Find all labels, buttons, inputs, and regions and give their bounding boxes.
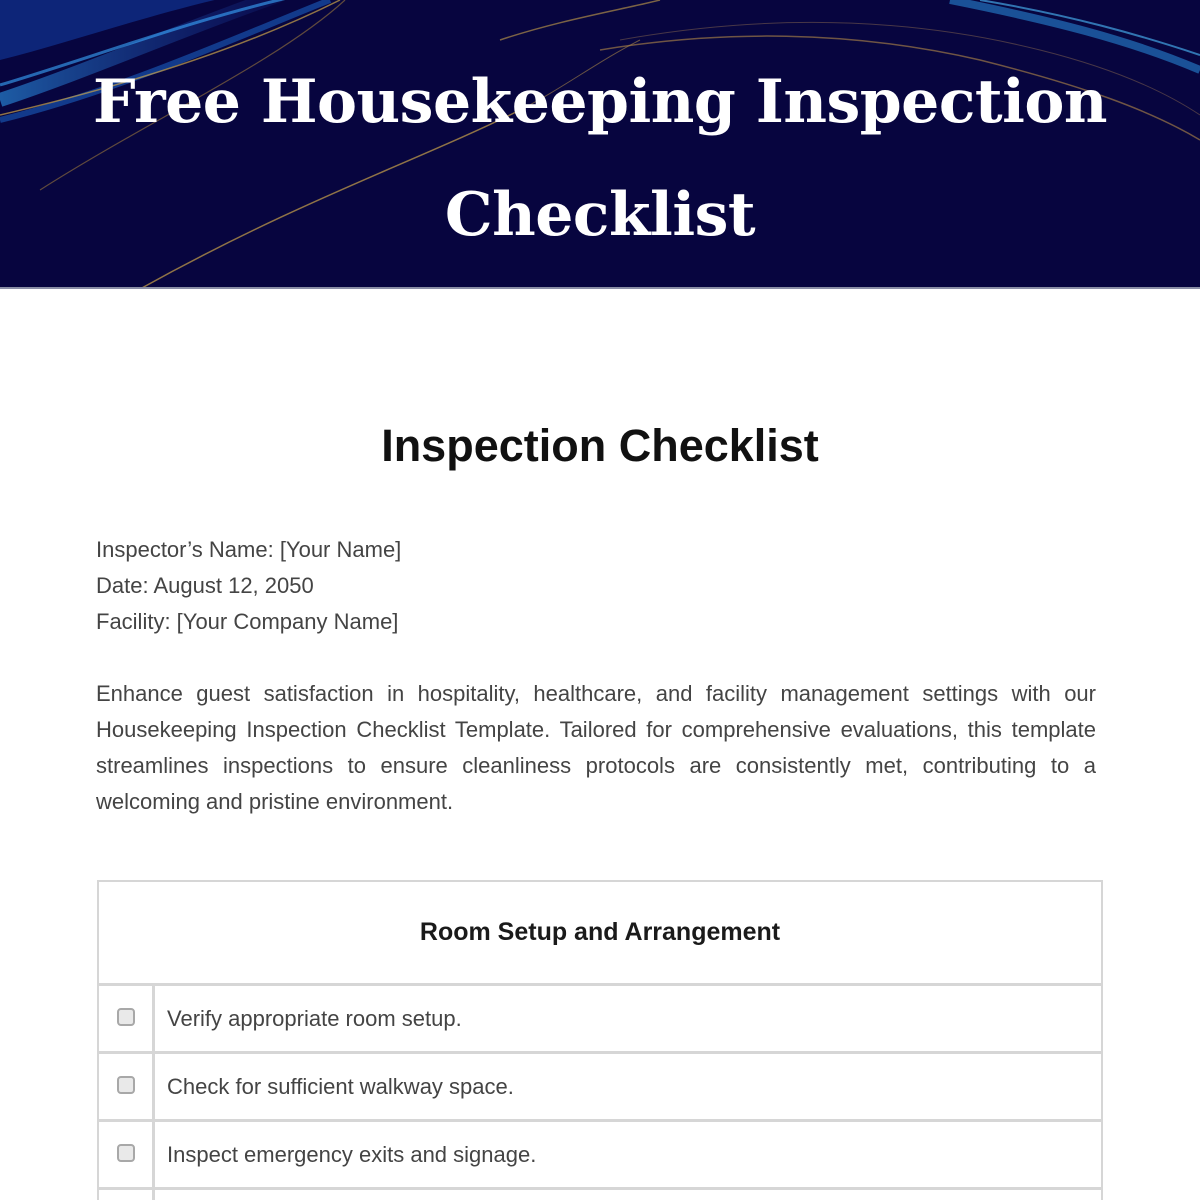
- checkbox-cell: [99, 986, 155, 1051]
- intro-paragraph: Enhance guest satisfaction in hospitality, healthcare, and facility management settings with our Housekeeping Inspection Checklist Template. Tailored for comprehensive evaluations, this template streamlines inspections to ensure cleanliness protocols are consistently met, contributing to a welcoming and pristine environment.: [96, 681, 1096, 814]
- header-banner: [0, 0, 1200, 289]
- checklist-row: [99, 1054, 1101, 1122]
- section-title: Room Setup and Arrangement: [99, 882, 1101, 986]
- inspector-name: Inspector’s Name: [Your Name]: [96, 537, 402, 562]
- facility-name: Facility: [Your Company Name]: [96, 609, 399, 634]
- banner-title-line1: Free Housekeeping Inspection: [92, 67, 1108, 137]
- checklist-row: [99, 1122, 1101, 1190]
- checkbox[interactable]: [117, 1008, 135, 1026]
- banner-title-line2: Checklist: [444, 180, 756, 250]
- checkbox[interactable]: [117, 1076, 135, 1094]
- checklist-item-label: Verify appropriate room setup.: [167, 1005, 462, 1031]
- checklist-item-label: [155, 1190, 1101, 1200]
- checklist-row: [99, 1190, 1101, 1200]
- checklist-item-label: Check for sufficient walkway space.: [167, 1073, 514, 1099]
- checklist-item-label: Inspect emergency exits and signage.: [167, 1141, 537, 1167]
- inspection-meta: [96, 532, 401, 640]
- checkbox-cell: [99, 1122, 155, 1187]
- inspection-date: Date: August 12, 2050: [96, 573, 314, 598]
- checkbox-cell: [99, 1190, 155, 1200]
- document-heading: Inspection Checklist: [381, 420, 819, 471]
- checklist-row: [99, 986, 1101, 1054]
- checkbox[interactable]: [117, 1144, 135, 1162]
- banner-title: [0, 46, 1200, 272]
- checklist-table: [97, 880, 1103, 1200]
- banner-divider: [0, 287, 1200, 289]
- checkbox-cell: [99, 1054, 155, 1119]
